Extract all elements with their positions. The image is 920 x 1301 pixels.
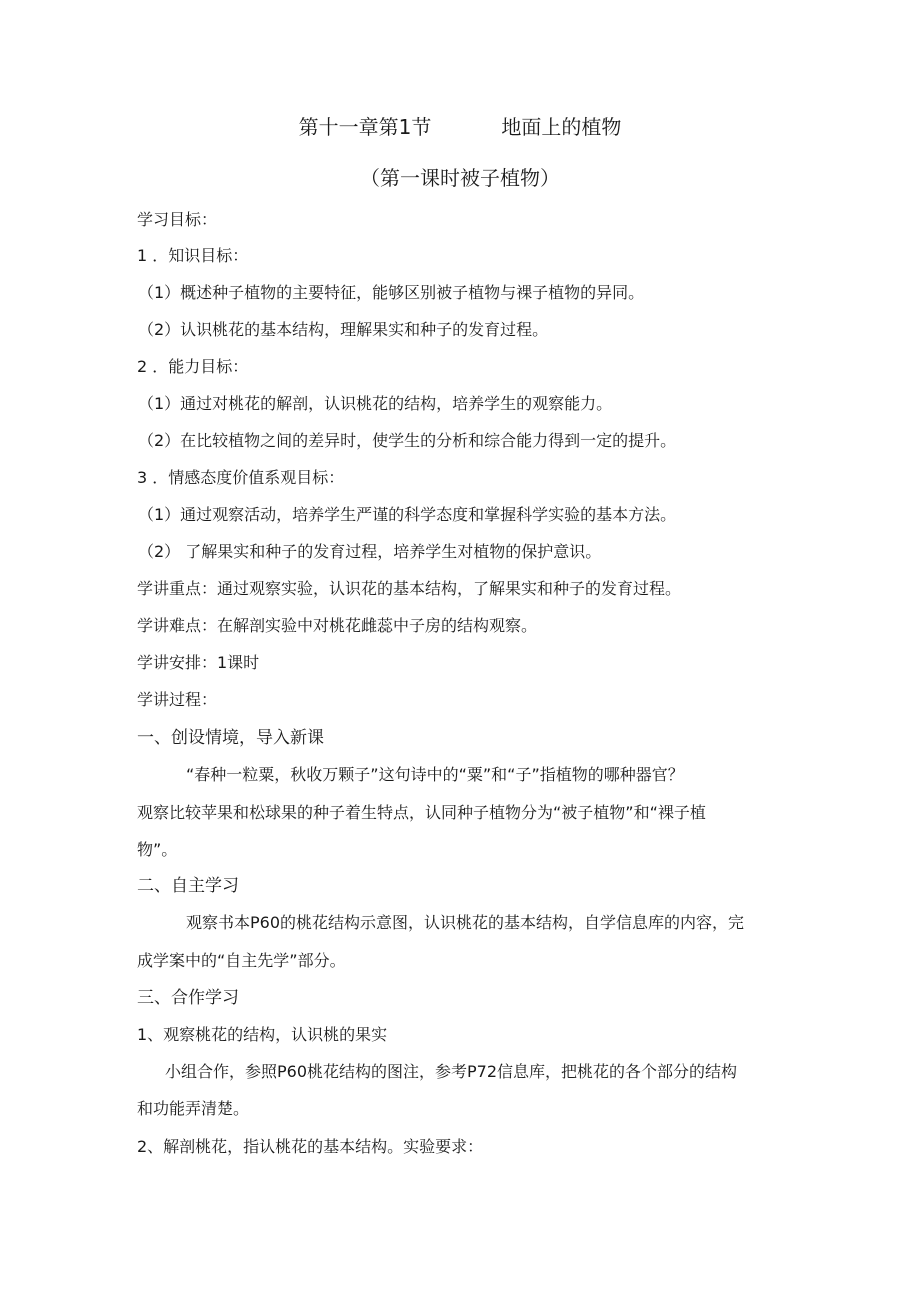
section3-paragraph-line: 和功能弄清楚。 <box>137 1099 250 1118</box>
knowledge-item: （2）认识桃花的基本结构，理解果实和种子的发育过程。 <box>138 320 549 339</box>
knowledge-heading: 1 ．知识目标： <box>137 246 249 265</box>
key-point: 学讲重点：通过观察实验，认识花的基本结构，了解果实和种子的发育过程。 <box>137 579 682 598</box>
objectives-heading: 学习目标： <box>137 210 218 229</box>
chapter-name: 地面上的植物 <box>501 115 622 139</box>
ability-item: （2）在比较植物之间的差异时，使学生的分析和综合能力得到一定的提升。 <box>138 431 677 450</box>
ability-item: （1）通过对桃花的解剖，认识桃花的结构，培养学生的观察能力。 <box>138 394 613 413</box>
arrangement: 学讲安排：1课时 <box>137 653 260 672</box>
section3-sub2: 2、解剖桃花，指认桃花的基本结构。实验要求： <box>137 1137 484 1156</box>
difficult-point: 学讲难点：在解剖实验中对桃花雌蕊中子房的结构观察。 <box>137 616 538 635</box>
process-heading: 学讲过程： <box>137 690 218 709</box>
section1-paragraph-line: “春种一粒粟，秋收万颗子”这句诗中的“粟”和“子”指植物的哪种器官？ <box>186 765 684 784</box>
knowledge-item: （1）概述种子植物的主要特征，能够区别被子植物与裸子植物的异同。 <box>138 283 645 302</box>
section2-paragraph-line: 观察书本P60的桃花结构示意图，认识桃花的基本结构，自学信息库的内容，完 <box>186 913 745 932</box>
section3-sub1: 1、观察桃花的结构，认识桃的果实 <box>137 1025 388 1044</box>
emotion-item: （2） 了解果实和种子的发育过程，培养学生对植物的保护意识。 <box>138 542 602 561</box>
emotion-heading: 3 ．情感态度价值系观目标： <box>137 468 345 487</box>
section1-heading: 一、创设情境，导入新课 <box>137 728 324 748</box>
section3-paragraph-line: 小组合作，参照P60桃花结构的图注，参考P72信息库，把桃花的各个部分的结构 <box>165 1062 738 1081</box>
chapter-title <box>0 113 920 141</box>
lesson-subtitle: （第一课时被子植物） <box>360 166 560 190</box>
section2-heading: 二、自主学习 <box>137 876 239 896</box>
chapter-number: 第十一章第1节 <box>298 115 432 139</box>
section2-paragraph-line: 成学案中的“自主先学”部分。 <box>137 951 346 970</box>
ability-heading: 2 ．能力目标： <box>137 357 249 376</box>
section1-paragraph-line: 观察比较苹果和松球果的种子着生特点，认同种子植物分为“被子植物”和“裸子植 <box>137 803 706 822</box>
emotion-item: （1）通过观察活动，培养学生严谨的科学态度和掌握科学实验的基本方法。 <box>138 505 677 524</box>
section1-paragraph-line: 物”。 <box>137 840 178 859</box>
section3-heading: 三、合作学习 <box>137 988 239 1008</box>
